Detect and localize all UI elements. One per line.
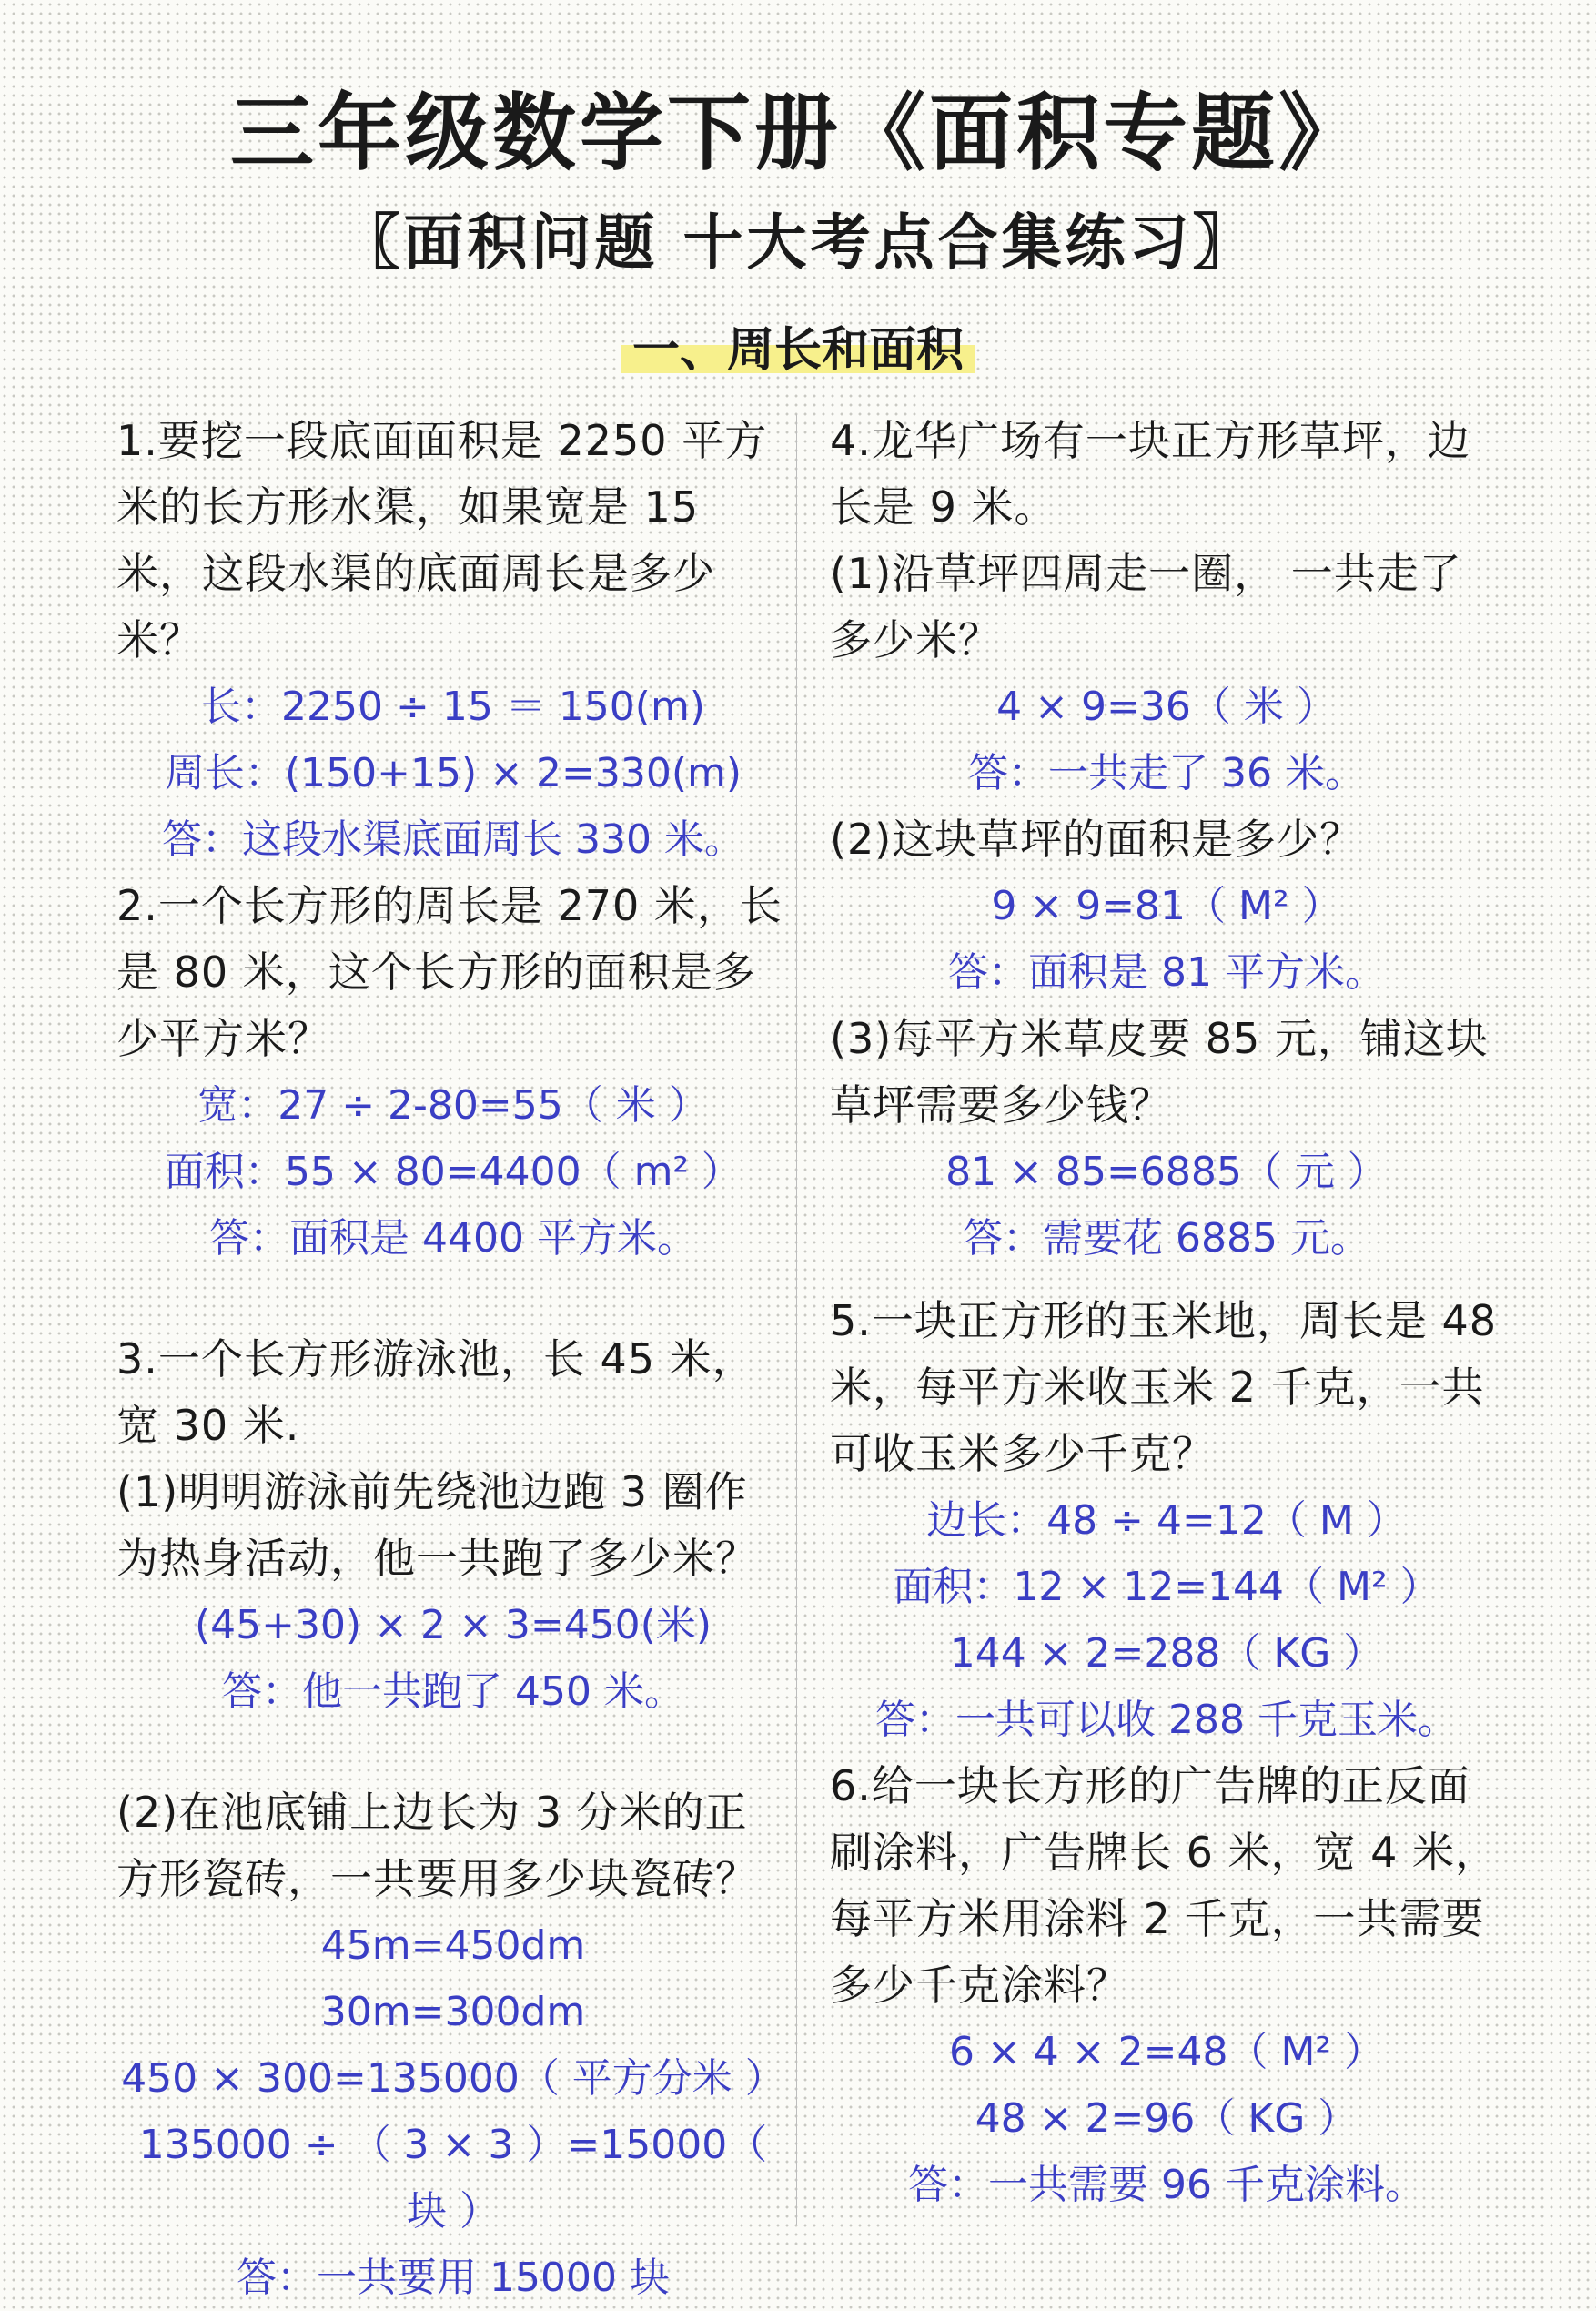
column-divider	[796, 414, 797, 2225]
spacer	[116, 1725, 790, 1779]
answer-1-line-1: 长：2250 ÷ 15 ＝ 150(m)	[201, 684, 705, 730]
answer-1-line-3: 答：这段水渠底面周长 330 米。	[162, 816, 744, 863]
question-3-part-2: (2)在池底铺上边长为 3 分米的正方形瓷砖，一共要用多少块瓷砖？	[116, 1788, 758, 1903]
answer-6-line-3: 答：一共需要 96 千克涂料。	[908, 2162, 1425, 2208]
answer-5-line-3: 144 × 2=288（ KG ）	[949, 1630, 1384, 1677]
page-title: 三年级数学下册《面积专题》	[229, 85, 1366, 182]
question-3: 3.一个长方形游泳池，长 45 米，宽 30 米.	[116, 1334, 755, 1450]
answer-6-line-1: 6 × 4 × 2=48（ M² ）	[948, 2029, 1385, 2075]
answer-3-2-line-1: 45m=450dm	[320, 1922, 586, 1969]
answer-3-1-line-2: 答：他一共跑了 450 米。	[222, 1668, 684, 1715]
section-heading-text: 一、周长和面积	[621, 323, 975, 378]
answer-3-1-line-1: (45+30) × 2 × 3=450(米)	[194, 1602, 712, 1648]
question-4-part-2: (2)这块草坪的面积是多少？	[830, 815, 1363, 864]
answer-2-line-3: 答：面积是 4400 平方米。	[209, 1215, 697, 1262]
answer-3-2-line-4: 135000 ÷ （ 3 × 3 ）=15000（ 块 ）	[138, 2122, 768, 2235]
answer-6-line-2: 48 × 2=96（ KG ）	[975, 2095, 1359, 2142]
right-column	[830, 408, 1503, 2218]
answer-3-2-line-5: 答：一共要用 15000 块	[237, 2255, 670, 2301]
answer-5-line-1: 边长：48 ÷ 4=12（ M ）	[926, 1497, 1407, 1544]
answer-2-line-1: 宽：27 ÷ 2-80=55（ 米 ）	[197, 1082, 709, 1129]
page-subtitle: 〖面积问题 十大考点合集练习〗	[339, 208, 1257, 278]
question-6: 6.给一块长方形的广告牌的正反面刷涂料，广告牌长 6 米，宽 4 米，每平方米用涂料 2 千克，一共需要多少千克涂料？	[830, 1761, 1499, 2010]
section-heading	[0, 319, 1596, 382]
left-column	[116, 408, 790, 2311]
answer-5-line-2: 面积：12 × 12=144（ M² ）	[893, 1564, 1440, 1610]
spacer	[830, 1272, 1503, 1288]
answer-4-3-line-1: 81 × 85=6885（ 元 ）	[945, 1149, 1388, 1195]
answer-4-1-line-2: 答：一共走了 36 米。	[968, 750, 1365, 796]
question-3-part-1: (1)明明游泳前先绕池边跑 3 圈作为热身活动，他一共跑了多少米？	[116, 1467, 758, 1583]
answer-4-2-line-1: 9 × 9=81（ M² ）	[991, 883, 1342, 929]
answer-2-line-2: 面积：55 × 80=4400（ m² ）	[164, 1149, 742, 1195]
question-5: 5.一块正方形的玉米地，周长是 48 米，每平方米收玉米 2 千克，一共可收玉米多少千克？	[830, 1296, 1498, 1478]
question-4: 4.龙华广场有一块正方形草坪，边长是 9 米。	[830, 416, 1470, 532]
question-4-part-1: (1)沿草坪四周走一圈， 一共走了多少米？	[830, 549, 1462, 664]
question-2: 2.一个长方形的周长是 270 米，长是 80 米，这个长方形的面积是多少平方米？	[116, 881, 783, 1063]
answer-4-3-line-2: 答：需要花 6885 元。	[963, 1215, 1370, 1262]
question-1: 1.要挖一段底面面积是 2250 平方米的长方形水渠，如果宽是 15 米，这段水渠的底面周长是多少米？	[116, 416, 768, 664]
answer-4-2-line-2: 答：面积是 81 平方米。	[948, 949, 1385, 996]
spacer	[116, 1272, 790, 1326]
answer-3-2-line-3: 450 × 300=135000（ 平方分米 ）	[121, 2055, 785, 2102]
answer-3-2-line-2: 30m=300dm	[320, 1989, 586, 2035]
question-4-part-3: (3)每平方米草皮要 85 元，铺这块草坪需要多少钱？	[830, 1014, 1489, 1130]
answer-4-1-line-1: 4 × 9=36（ 米 ）	[996, 684, 1337, 730]
answer-5-line-4: 答：一共可以收 288 千克玉米。	[875, 1697, 1458, 1743]
answer-1-line-2: 周长：(150+15) × 2=330(m)	[164, 750, 742, 796]
